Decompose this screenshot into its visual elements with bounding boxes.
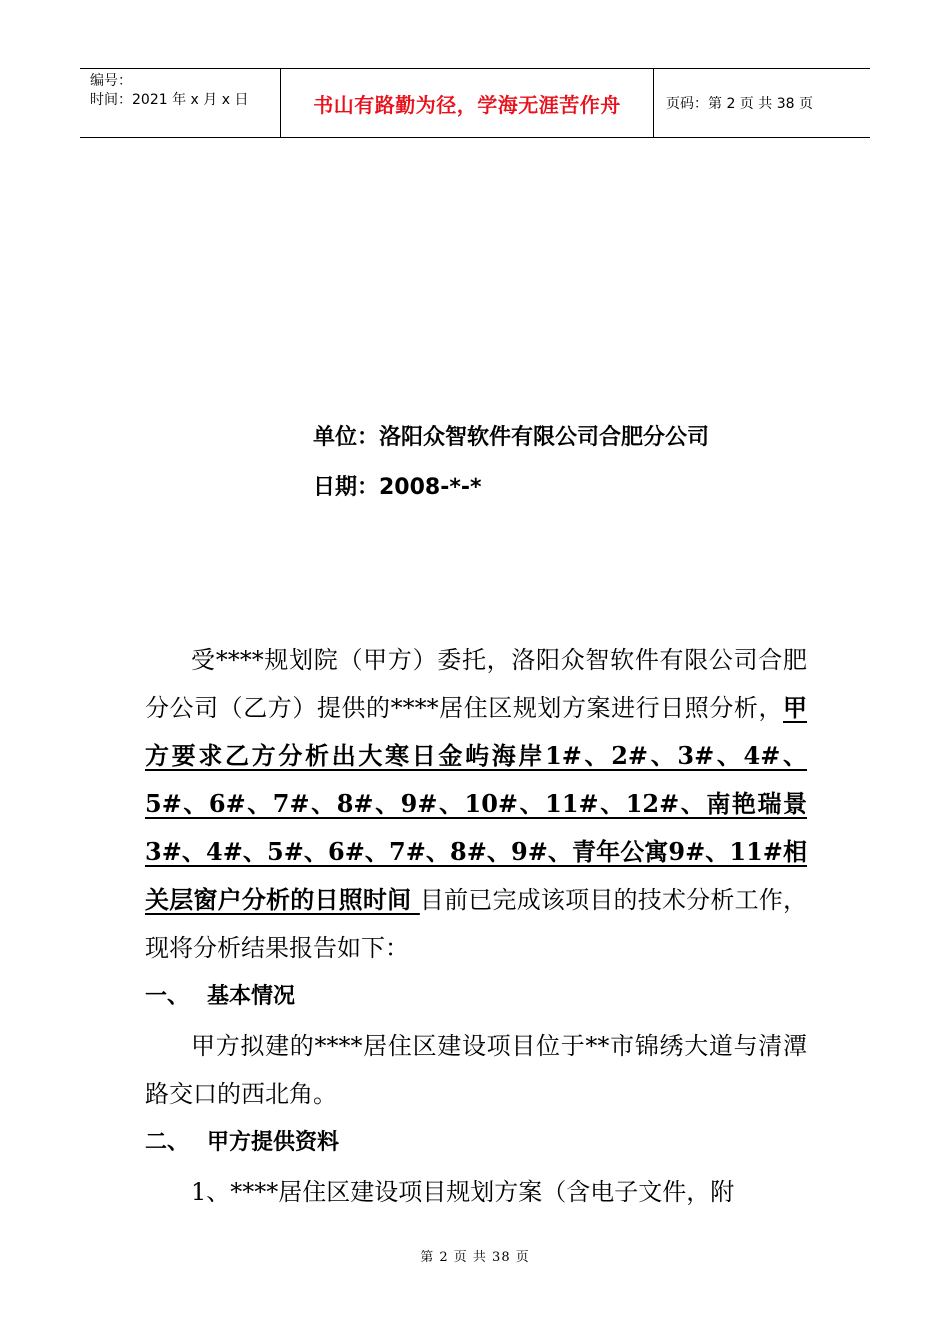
document-body [145,636,807,1216]
intro-paragraph [145,636,807,972]
intro-end: 目前已完成该项目的技术分析工作，现将分析结果报告如下： [145,886,808,962]
section-paragraph-1: 甲方拟建的****居住区建设项目位于**市锦绣大道与清潭路交口的西北角。 [145,1032,807,1108]
section-title-2: 甲方提供资料 [207,1130,340,1155]
page-header [80,68,870,138]
section-heading-2 [145,1118,807,1168]
section-title-1: 基本情况 [207,984,296,1009]
intro-emphasis: 甲方要求乙方分析出大寒日金屿海岸1#、2#、3#、4#、5#、6#、7#、8#、9#、10#、11#、12#、南艳瑞景3#、4#、5#、6#、7#、8#、9#、青年公寓9#、11#相关层窗户分析的日照时间 [145,693,807,914]
list-item: 1、****居住区建设项目规划方案（含电子文件，附 [191,1178,735,1206]
intro-start: 受****规划院（甲方）委托，洛阳众智软件有限公司合肥分公司（乙方）提供的****居住区规划方案进行日照分析， [145,646,807,722]
serial-label: 编号： [90,73,132,89]
page-footer: 第 2 页 共 38 页 [420,1250,530,1265]
section-heading-1 [145,972,807,1022]
header-info-cell [80,69,281,137]
header-page-info: 页码：第 2 页 共 38 页 [666,96,813,112]
date-line: 日期：2008-*-* [313,475,482,500]
section-number-2: 二、 [145,1130,190,1155]
header-motto: 书山有路勤为径，学海无涯苦作舟 [281,69,654,137]
section-number-1: 一、 [145,984,190,1009]
time-label: 时间：2021 年 x 月 x 日 [90,92,249,108]
unit-line: 单位：洛阳众智软件有限公司合肥分公司 [313,425,710,450]
